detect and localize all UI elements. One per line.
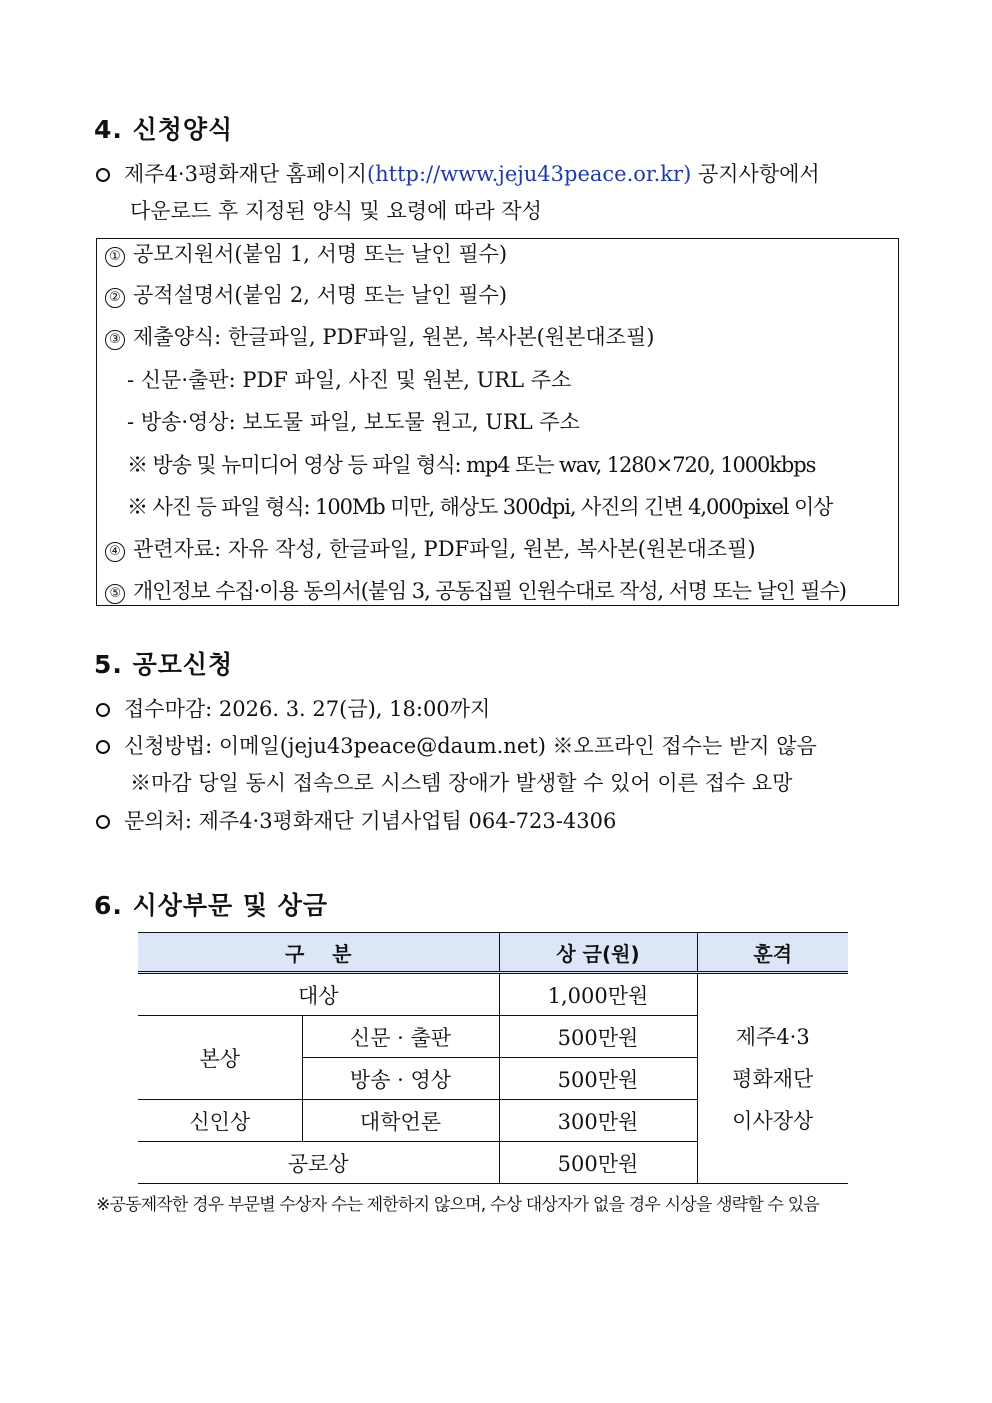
header-prize: 상 금(원): [499, 933, 697, 973]
doc-item-2: ② 공적설명서(붙임 2, 서명 또는 날인 필수): [105, 285, 507, 308]
hollow-circle-bullet-icon: [96, 703, 110, 717]
rookie-prize-amount: 300만원: [499, 1100, 697, 1142]
deadline-bullet: 접수마감: 2026. 3. 27(금), 18:00까지: [96, 699, 490, 720]
merit-prize-amount: 500만원: [499, 1142, 697, 1184]
table-row: [138, 973, 848, 1016]
main-prize-amount-print: 500만원: [499, 1016, 697, 1058]
circled-number-2: ②: [105, 288, 125, 308]
award-table: [138, 932, 848, 1184]
application-form-bullet: [96, 164, 820, 185]
award-footnote: ※공동제작한 경우 부문별 수상자 수는 제한하지 않으며, 수상 대상자가 없을 경우 시상을 생략할 수 있음: [96, 1195, 820, 1215]
method-note: ※마감 당일 동시 접속으로 시스템 장애가 발생할 수 있어 이른 접수 요망: [130, 771, 793, 795]
doc-note-photo-format: ※ 사진 등 파일 형식: 100Mb 미만, 해상도 300dpi, 사진의 긴변 4,000pixel 이상: [127, 495, 833, 519]
main-prize-sub-broadcast: 방송 · 영상: [302, 1058, 499, 1100]
section-5-title: 5. 공모신청: [94, 650, 234, 679]
bullet-text-pre: 제주4·3평화재단 홈페이지: [124, 162, 367, 186]
doc-item-3: ③ 제출양식: 한글파일, PDF파일, 원본, 복사본(원본대조필): [105, 327, 654, 350]
rookie-prize-sub: 대학언론: [302, 1100, 499, 1142]
circled-number-5: ⑤: [105, 584, 125, 604]
hollow-circle-bullet-icon: [96, 740, 110, 754]
hollow-circle-bullet-icon: [96, 168, 110, 182]
grand-prize-amount: 1,000만원: [499, 973, 697, 1016]
circled-number-1: ①: [105, 247, 125, 267]
bullet-continuation: 다운로드 후 지정된 양식 및 요령에 따라 작성: [130, 199, 542, 223]
required-documents-box: [96, 238, 899, 606]
section-6-title: 6. 시상부문 및 상금: [94, 891, 329, 920]
circled-number-3: ③: [105, 330, 125, 350]
hollow-circle-bullet-icon: [96, 815, 110, 829]
doc-subitem-broadcast: - 방송·영상: 보도물 파일, 보도물 원고, URL 주소: [127, 410, 580, 434]
section-4-title: 4. 신청양식: [94, 115, 234, 144]
doc-item-1: ① 공모지원서(붙임 1, 서명 또는 날인 필수): [105, 244, 507, 267]
homepage-link[interactable]: (http://www.jeju43peace.or.kr): [366, 162, 692, 186]
main-prize-amount-broadcast: 500만원: [499, 1058, 697, 1100]
main-prize-name: 본상: [138, 1016, 302, 1100]
grand-prize-name: 대상: [138, 973, 499, 1016]
merit-prize-name: 공로상: [138, 1142, 499, 1184]
circled-number-4: ④: [105, 542, 125, 562]
doc-item-5: ⑤ 개인정보 수집·이용 동의서(붙임 3, 공동집필 인원수대로 작성, 서명 또는 날인 필수): [105, 581, 846, 604]
doc-subitem-print: - 신문·출판: PDF 파일, 사진 및 원본, URL 주소: [127, 368, 572, 392]
header-category: 구 분: [138, 933, 499, 973]
doc-item-4: ④ 관련자료: 자유 작성, 한글파일, PDF파일, 원본, 복사본(원본대조필): [105, 539, 756, 562]
rookie-prize-name: 신인상: [138, 1100, 302, 1142]
main-prize-sub-print: 신문 · 출판: [302, 1016, 499, 1058]
table-header-row: [138, 933, 848, 973]
method-bullet: 신청방법: 이메일(jeju43peace@daum.net) ※오프라인 접수는 받지 않음: [96, 736, 817, 757]
bullet-text-post: 공지사항에서: [691, 162, 820, 186]
doc-note-video-format: ※ 방송 및 뉴미디어 영상 등 파일 형식: mp4 또는 wav, 1280×720, 1000kbps: [127, 453, 816, 477]
contact-bullet: 문의처: 제주4·3평화재단 기념사업팀 064-723-4306: [96, 811, 616, 832]
honor-cell: 제주4·3 평화재단 이사장상: [697, 973, 848, 1184]
header-honor: 훈격: [697, 933, 848, 973]
